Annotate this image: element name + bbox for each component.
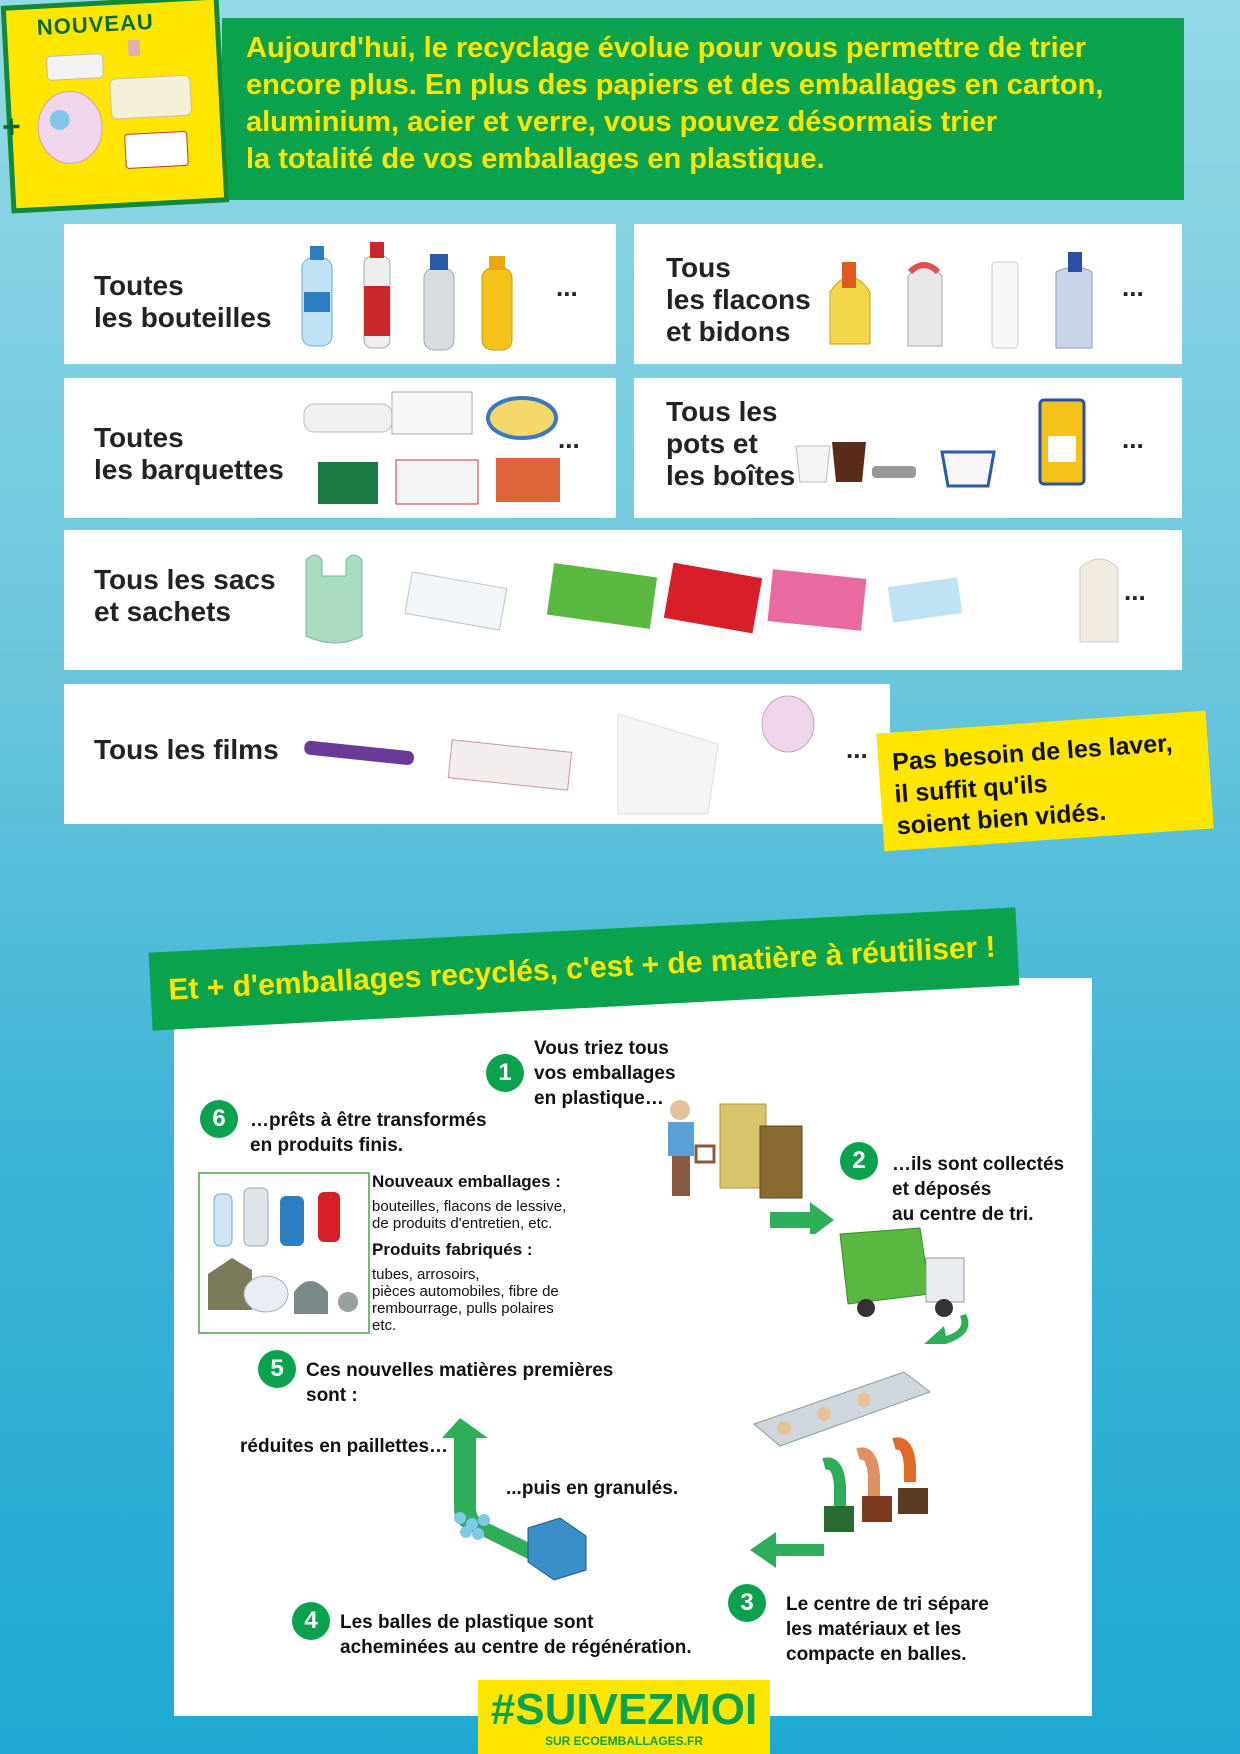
card-bottles [64,224,616,364]
card-pots [634,378,1182,518]
footer-hashtag: #SUIVEZMOI [490,1685,758,1734]
ellipsis: ... [556,272,578,302]
header-line: la totalité de vos emballages en plastique. [246,143,825,175]
header-line: encore plus. En plus des papiers et des emballages en carton, [246,69,1104,101]
truck-illustration [836,1224,976,1344]
manufactured-heading: Produits fabriqués : [372,1240,533,1259]
sorting-arrow [748,1530,828,1570]
header-line: aluminium, acier et verre, vous pouvez désormais trier [246,106,998,138]
step-4-number: 4 [292,1602,330,1640]
card-bottles-label: Toutes les bouteilles [94,270,272,333]
washing-notice: Pas besoin de les laver, il suffit qu'ils soient bien vidés. [876,711,1213,852]
step-1-text: Vous triez tous vos emballages en plastique… [534,1038,676,1109]
ellipsis: ... [1122,272,1144,302]
regeneration-illustration [440,1410,590,1600]
products-illustration [200,1174,368,1332]
card-flacons-label: Tous les flacons et bidons [666,252,811,347]
step-5-number: 5 [258,1350,296,1388]
badge-packaging-illustration [6,0,215,190]
header-banner [222,18,1184,200]
products-illustration-box [198,1172,370,1334]
step-4-text: Les balles de plastique sont acheminées au centre de régénération. [340,1612,692,1658]
sorting-bins-illustration [660,1100,860,1234]
sacs-illustration [300,540,1130,664]
badge-plus: + [1,107,22,145]
step-2-number: 2 [840,1142,878,1180]
step-3-number: 3 [728,1584,766,1622]
ellipsis: ... [846,734,868,764]
step-1-number: 1 [486,1054,524,1092]
card-films-label: Tous les films [94,734,279,765]
sorting-center-illustration [744,1364,944,1534]
footer-website: SUR ECOEMBALLAGES.FR [544,1734,703,1748]
card-barquettes-label: Toutes les barquettes [94,422,284,485]
pots-illustration [792,396,1122,506]
ellipsis: ... [1122,424,1144,454]
card-sacs-label: Tous les sacs et sachets [94,564,276,627]
ellipsis: ... [1124,576,1146,606]
card-barquettes [64,378,616,518]
nouveau-badge [1,0,230,214]
footer-hashtag-box [478,1680,770,1754]
step-3-text: Le centre de tri sépare les matériaux et les compacte en balles. [786,1594,989,1665]
barquettes-illustration [300,384,570,512]
bottles-illustration [294,234,594,358]
new-packaging-list: bouteilles, flacons de lessive, de produits d'entretien, etc. [372,1198,567,1232]
card-sacs [64,530,1182,670]
step-6-text: …prêts à être transformés en produits finis. [250,1110,487,1156]
granules-text: ...puis en granulés. [506,1478,679,1499]
step-6-number: 6 [200,1100,238,1138]
process-title: Et + d'emballages recyclés, c'est + de matière à réutiliser ! [149,907,1020,1030]
card-films [64,684,890,824]
header-line: Aujourd'hui, le recyclage évolue pour vous permettre de trier [246,32,1087,64]
step-5-text: Ces nouvelles matières premières sont : [306,1360,614,1406]
flakes-text: réduites en paillettes… [240,1436,449,1457]
badge-label: NOUVEAU [36,8,155,40]
ellipsis: ... [558,424,580,454]
films-illustration [300,694,860,818]
step-2-text: …ils sont collectés et déposés au centre de tri. [892,1154,1065,1225]
manufactured-list: tubes, arrosoirs, pièces automobiles, fibre de rembourrage, pulls polaires etc. [372,1266,559,1334]
card-pots-label: Tous les pots et les boîtes [666,396,796,491]
flacons-illustration [820,232,1120,358]
card-flacons [634,224,1182,364]
new-packaging-heading: Nouveaux emballages : [372,1172,561,1191]
